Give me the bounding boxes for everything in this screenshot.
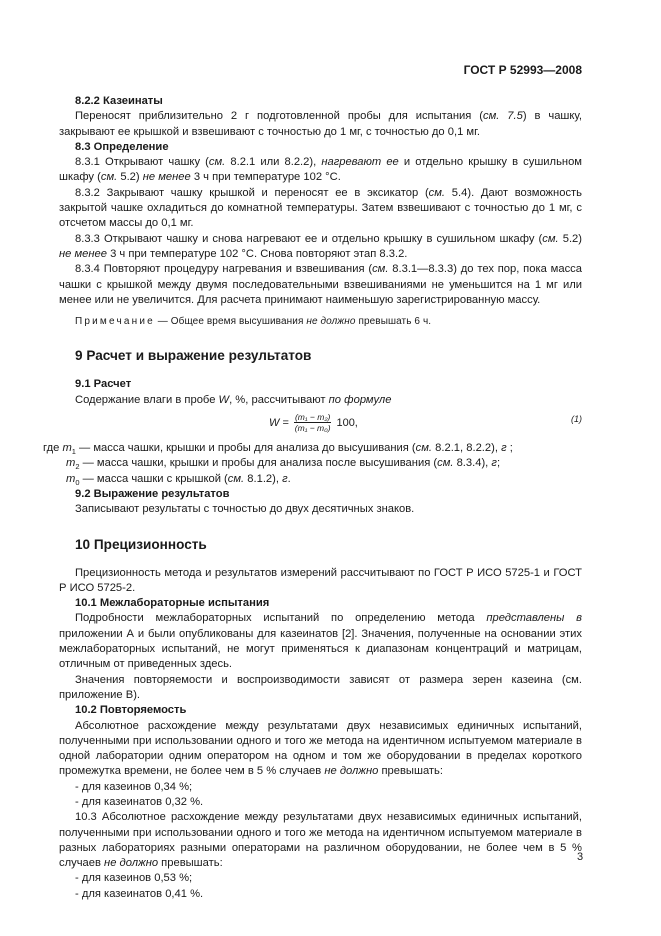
para-8-3-3: 8.3.3 Открывают чашку и снова нагревают ее и отдельно крышку в сушильном шкафу (см. 5.2) не менее 3 ч при температуре 102 °С. Снова повторяют этап 8.3.2.: [59, 232, 583, 260]
para-10-3: 10.3 Абсолютное расхождение между результатами двух независимых единичных испытаний, полученными при использовании одного и того же метода на идентичном испытуемом материале в разных лабораториях разными операторами на различном оборудовании, не более чем в 5 % случаев не должно превышать:: [59, 811, 582, 870]
heading-10-2: 10.2 Повторяемость: [75, 704, 187, 717]
list-item-10-3-casein: - для казеинов 0,53 %;: [75, 872, 193, 885]
section-10-title: 10 Прецизионность: [75, 536, 207, 552]
heading-9-2: 9.2 Выражение результатов: [75, 487, 230, 500]
formula-1: [59, 410, 582, 437]
para-8-3-4: 8.3.4 Повторяют процедуру нагревания и взвешивания (см. 8.3.1—8.3.3) до тех пор, пока масса чашки с крышкой между двумя последовательными взвешиваниями не уменьшится на 1 мг или менее или не увеличится. Для расчета принимают наименьшую зарегистрированную массу.: [59, 263, 582, 306]
heading-8-3: 8.3 Определение: [75, 140, 169, 153]
page-content: [43, 94, 583, 902]
para-8-3-1: 8.3.1 Открывают чашку (см. 8.2.1 или 8.2.2), нагревают ее и отдельно крышку в сушильном шкафу (см. 5.2) не менее 3 ч при температуре 102 °С.: [59, 156, 582, 184]
formula-lhs: W: [269, 416, 280, 429]
formula-number: (1): [571, 414, 582, 425]
list-item-10-2-casein: - для казеинов 0,34 %;: [75, 780, 193, 793]
heading-8-2-2: 8.2.2 Казеинаты: [75, 95, 163, 107]
para-9-2: Записывают результаты с точностью до двух десятичных знаков.: [75, 503, 415, 516]
heading-9-1: 9.1 Расчет: [75, 378, 132, 391]
formula-mult: 100,: [336, 416, 358, 429]
list-item-10-2-caseinate: - для казеинатов 0,32 %.: [75, 795, 204, 808]
para-10-1-b: Значения повторяемости и воспроизводимости зависят от размера зерен казеина (см. приложение В).: [59, 673, 582, 701]
para-9-1: Содержание влаги в пробе W, %, рассчитывают по формуле: [75, 393, 392, 406]
where-m0: $m_0$ — масса чашки с крышкой (см. 8.1.2), г.: [66, 472, 291, 487]
formula-eq: =: [282, 416, 289, 429]
formula-denominator: (m₁ − m₀): [294, 423, 331, 434]
para-10-intro: Прецизионность метода и результатов измерений рассчитывают по ГОСТ Р ИСО 5725-1 и ГОСТ Р ИСО 5725-2.: [59, 566, 582, 594]
standard-header: ГОСТ Р 52993—2008: [463, 63, 582, 77]
page-number: 3: [577, 851, 584, 863]
note-drying-time: Примечание — Общее время высушивания не должно превышать 6 ч.: [75, 316, 432, 328]
where-m1: где $m_1$ — масса чашки, крышки и пробы для анализа до высушивания (см. 8.2.1, 8.2.2), г ;: [43, 442, 513, 457]
para-8-3-2: 8.3.2 Закрывают чашку крышкой и переносят ее в эксикатор (см. 5.4). Дают возможность закрытой чашке охладиться до комнатной температуры. Затем взвешивают с точностью до 1 мг, с отсчетом массы до 0,1 мг.: [59, 186, 582, 230]
heading-10-1: 10.1 Межлабораторные испытания: [75, 597, 270, 610]
list-item-10-3-caseinate: - для казеинатов 0,41 %.: [75, 887, 204, 900]
formula-numerator: (m₁ − m₂): [294, 412, 331, 423]
para-10-1-a: Подробности межлабораторных испытаний по определению метода представлены в приложении А и были опубликованы для казеинатов [2]. Значения, полученные на основании этих межлабораторных испытаний, не могут применяться к диапазонам концентраций и матрицам, отличным от приведенных здесь.: [59, 612, 582, 671]
section-9-title: 9 Расчет и выражение результатов: [75, 348, 312, 364]
para-10-2: Абсолютное расхождение между результатами двух независимых единичных испытаний, полученными при использовании одного и того же метода на идентичном испытуемом материале в одной лаборатории одним оператором на одном и том же оборудовании в пределах короткого промежутка времени, не более чем в 5 % случаев не должно превышать:: [59, 719, 582, 778]
formula-fraction: [294, 412, 331, 434]
where-m2: $m_2$ — масса чашки, крышки и пробы для анализа после высушивания (см. 8.3.4), г;: [66, 457, 501, 472]
para-8-2-2: Переносят приблизительно 2 г подготовленной пробы для испытания (см. 7.5) в чашку, закрывают ее крышкой и взвешивают с точностью до 1 мг, с точностью до 0,1 мг.: [59, 110, 582, 138]
